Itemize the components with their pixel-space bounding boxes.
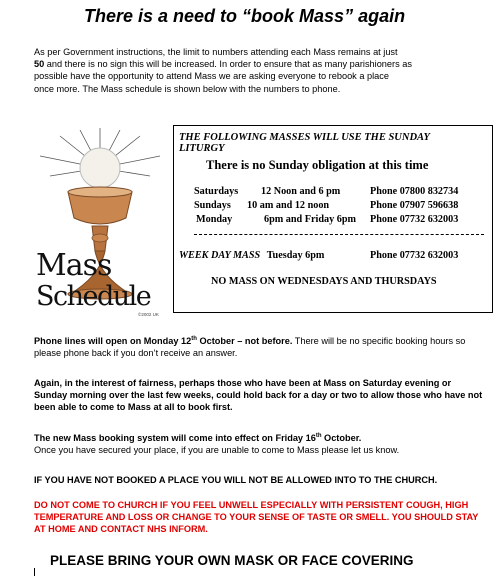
page-title: There is a need to “book Mass” again [84, 6, 406, 26]
intro-paragraph [34, 46, 474, 95]
logo-word-mass: Mass [36, 248, 112, 283]
logo-copyright: ©2002 UK [138, 312, 159, 317]
schedule-header [179, 132, 430, 154]
intro-limit-number: 50 [34, 59, 45, 70]
new-system-line2: Once you have secured your place, if you are unable to come to Mass please let us know. [34, 445, 400, 456]
intro-line-3: possible have the opportunity to attend Mass we are asking everyone to rebook a place [34, 71, 389, 82]
health-warning: DO NOT COME TO CHURCH IF YOU FEEL UNWELL ESPECIALLY WITH PERSISTENT COUGH, HIGH TEMPERATURE AND LOSS OR CHANGE TO YOUR SENSE OF TASTE OR SMELL. YOU SHOULD STAY AT HOME AND CONTACT NHS INFORM. [34, 500, 479, 535]
new-system-part2: October. [321, 433, 362, 443]
mass-schedule-box [173, 125, 493, 313]
phone-lines-open-part2: October – not before. [196, 336, 293, 346]
obligation-notice: There is no Sunday obligation at this time [206, 158, 429, 172]
text-cursor [34, 568, 35, 576]
weekday-mass-time: Tuesday 6pm [266, 250, 325, 261]
new-system-sup: th [315, 432, 322, 439]
weekday-mass [179, 250, 324, 261]
mask-notice: PLEASE BRING YOUR OWN MASK OR FACE COVERING [50, 553, 414, 568]
mass-schedule-logo [30, 126, 170, 321]
schedule-row-day: Sundays [194, 200, 231, 211]
schedule-row-times: 10 am and 12 noon [247, 200, 330, 211]
fairness-paragraph: Again, in the interest of fairness, perhaps those who have been at Mass on Saturday evening or Sunday morning over the last few weeks, could hold back for a day or two to allow those who have not been able to come to Mass at all to book first. [34, 378, 483, 413]
intro-line-4: once more. The Mass schedule is shown below with the numbers to phone. [34, 83, 341, 94]
new-system-paragraph [34, 432, 484, 456]
schedule-row-times: 12 Noon and 6 pm [261, 186, 341, 197]
schedule-row-phone: Phone 07800 832734 [370, 186, 459, 197]
weekday-mass-phone: Phone 07732 632003 [370, 250, 459, 261]
intro-line-2: and there is no sign this will be increased. In order to ensure that as many parishioners as [44, 59, 412, 70]
schedule-row-day: Monday [196, 214, 233, 225]
intro-line-1: As per Government instructions, the limit to numbers attending each Mass remains at just [34, 47, 398, 57]
phone-lines-open-sup: th [191, 335, 197, 342]
schedule-divider [194, 234, 484, 235]
phone-lines-rest: There will be no specific booking hours so please phone back if you don’t receive an answer. [34, 336, 466, 359]
not-booked-warning: IF YOU HAVE NOT BOOKED A PLACE YOU WILL NOT BE ALLOWED INTO TO THE CHURCH. [34, 475, 438, 485]
schedule-row-phone: Phone 07907 596638 [370, 200, 459, 211]
schedule-row-phone: Phone 07732 632003 [370, 214, 459, 225]
new-system-part1: The new Mass booking system will come into effect on Friday 16 [34, 433, 316, 443]
schedule-row-day: Saturdays [194, 186, 239, 197]
no-mass-notice: NO MASS ON WEDNESDAYS AND THURSDAYS [211, 276, 437, 287]
schedule-header-line-1: THE FOLLOWING MASSES WILL USE THE SUNDAY [179, 132, 430, 143]
phone-lines-open-part1: Phone lines will open on Monday 12 [34, 336, 192, 346]
schedule-header-line-2: LITURGY [179, 143, 225, 154]
logo-word-schedule: Schedule [36, 281, 151, 312]
schedule-row-times: 6pm and Friday 6pm [264, 214, 356, 225]
weekday-mass-label: WEEK DAY MASS [179, 250, 261, 261]
phone-lines-paragraph [34, 335, 484, 359]
